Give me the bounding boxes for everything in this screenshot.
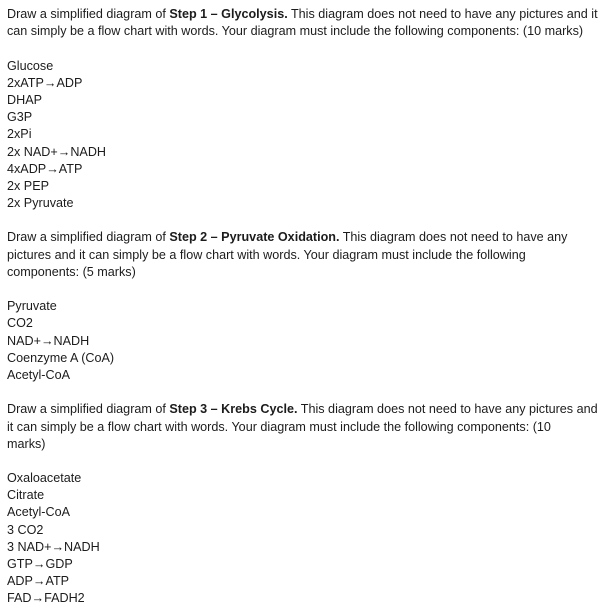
component-item: G3P	[7, 110, 33, 125]
component-item: 2x PEP	[7, 178, 49, 193]
component-item: Citrate	[7, 488, 45, 503]
instruction-line	[7, 247, 607, 264]
component-item: FAD→FADH2	[7, 591, 85, 606]
component-item: 4xADP→ATP	[7, 161, 83, 176]
component-item: 2x Pyruvate	[7, 196, 74, 211]
section-step1-glycolysis	[7, 6, 607, 229]
instruction-paragraph-step1	[7, 6, 607, 40]
component-item: 3 CO2	[7, 522, 44, 537]
instruction-text-segment: can simply be a flow chart with words. Your diagram must include the following components: (10 marks)	[7, 24, 584, 39]
component-item: Acetyl-CoA	[7, 367, 70, 382]
blank-line	[7, 453, 607, 470]
component-item: NAD+→NADH	[7, 333, 90, 348]
instruction-text-segment: Draw a simplified diagram of	[7, 402, 170, 417]
instruction-line	[7, 23, 607, 40]
blank-line	[7, 281, 607, 298]
component-item: 2xATP→ADP	[7, 75, 83, 90]
instruction-line	[7, 401, 607, 418]
components-list-step2	[7, 298, 607, 384]
component-item: Pyruvate	[7, 299, 57, 314]
component-item: GTP→GDP	[7, 557, 73, 571]
component-item: 2x NAD+→NADH	[7, 144, 107, 159]
instruction-line	[7, 419, 607, 436]
component-item: Acetyl-CoA	[7, 505, 70, 520]
instruction-paragraph-step2	[7, 229, 607, 281]
blank-line	[7, 40, 607, 57]
section-step3-krebs-cycle	[7, 401, 607, 607]
blank-line	[7, 212, 607, 229]
component-item: Glucose	[7, 58, 54, 73]
instruction-line	[7, 436, 607, 453]
component-item: CO2	[7, 316, 33, 331]
blank-line	[7, 384, 607, 401]
component-item: DHAP	[7, 92, 42, 107]
step-title-bold: Step 3 – Krebs Cycle.	[169, 402, 298, 417]
component-item: 2xPi	[7, 127, 32, 142]
instruction-text-segment: marks)	[7, 436, 46, 451]
instruction-text-segment: This diagram does not need to have any	[339, 230, 568, 245]
components-list-step1	[7, 58, 607, 213]
instruction-text-segment: components: (5 marks)	[7, 264, 136, 279]
instruction-text-segment: Draw a simplified diagram of	[7, 230, 170, 245]
instruction-text-segment: pictures and it can simply be a flow chart with words. Your diagram must include the following	[7, 247, 526, 262]
instruction-text-segment: This diagram does not need to have any pictures and	[297, 402, 598, 417]
instruction-text-segment: Draw a simplified diagram of	[7, 7, 170, 21]
component-item: Coenzyme A (CoA)	[7, 350, 115, 365]
instruction-text-segment: This diagram does not need to have any pictures and it	[287, 7, 598, 21]
instruction-line	[7, 229, 607, 246]
section-step2-pyruvate-oxidation	[7, 229, 607, 401]
instruction-line	[7, 6, 607, 23]
instruction-paragraph-step3	[7, 401, 607, 453]
instruction-line	[7, 264, 607, 281]
step-title-bold: Step 1 – Glycolysis.	[169, 7, 288, 21]
component-item: Oxaloacetate	[7, 471, 82, 486]
step-title-bold: Step 2 – Pyruvate Oxidation.	[169, 230, 340, 245]
component-item: ADP→ATP	[7, 574, 70, 589]
component-item: 3 NAD+→NADH	[7, 539, 100, 554]
components-list-step3	[7, 470, 607, 608]
instruction-text-segment: it can simply be a flow chart with words. Your diagram must include the following components: (10	[7, 419, 551, 434]
